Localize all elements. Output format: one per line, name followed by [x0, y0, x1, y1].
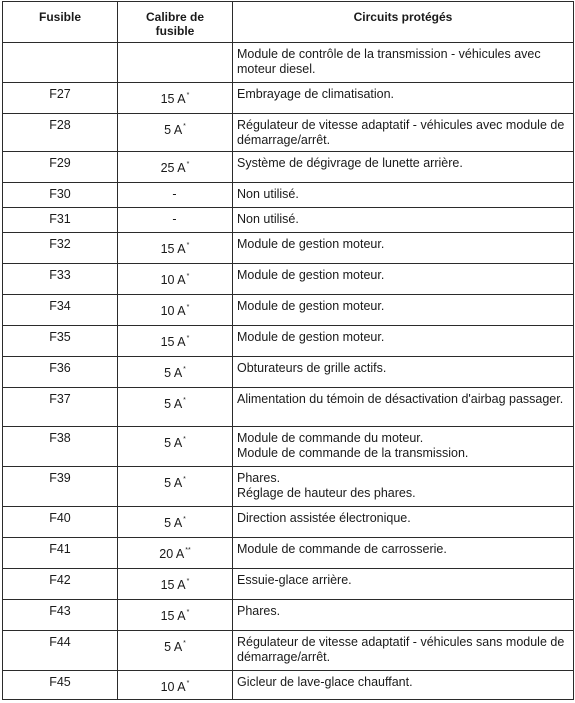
rating-value: 15 A: [160, 242, 186, 256]
table-row: [3, 264, 574, 295]
rating-value: 20 A: [159, 547, 185, 561]
protected-circuits: [233, 357, 574, 388]
rating-footnote-mark: *: [186, 578, 190, 585]
rating-footnote-mark: *: [183, 640, 186, 647]
protected-circuits: [233, 507, 574, 538]
rating-value: 25 A: [160, 161, 186, 175]
fuse-rating: [118, 631, 233, 671]
circuit-line: Phares.: [237, 604, 281, 618]
table-row: [3, 600, 574, 631]
rating-value: 10 A: [160, 273, 186, 287]
fuse-id: F27: [3, 83, 118, 114]
protected-circuits: [233, 183, 574, 208]
table-row: [3, 388, 574, 427]
circuit-line: Essuie-glace arrière.: [237, 573, 352, 587]
fuse-id: F34: [3, 295, 118, 326]
fuse-rating: [118, 569, 233, 600]
table-row: [3, 114, 574, 152]
fuse-table-body: [3, 43, 574, 700]
fuse-rating: [118, 388, 233, 427]
protected-circuits: [233, 83, 574, 114]
protected-circuits: [233, 427, 574, 467]
circuit-line: Module de contrôle de la transmission - véhicules avec moteur diesel.: [237, 47, 541, 76]
fuse-id: F43: [3, 600, 118, 631]
table-row: [3, 83, 574, 114]
header-row: [3, 2, 574, 43]
protected-circuits: [233, 264, 574, 295]
circuit-line: Module de gestion moteur.: [237, 268, 385, 282]
fuse-id: F40: [3, 507, 118, 538]
rating-footnote-mark: *: [186, 161, 190, 168]
fuse-rating: [118, 538, 233, 569]
rating-footnote-mark: *: [183, 476, 186, 483]
fuse-rating: [118, 264, 233, 295]
protected-circuits: [233, 233, 574, 264]
header-fuse: Fusible: [3, 2, 118, 43]
rating-footnote-mark: *: [186, 680, 190, 687]
fuse-rating: [118, 152, 233, 183]
circuit-line: Non utilisé.: [237, 187, 299, 201]
fuse-rating: [118, 427, 233, 467]
rating-value: 5 A: [164, 640, 183, 654]
table-row: [3, 43, 574, 83]
rating-footnote-mark: *: [183, 123, 186, 130]
rating-footnote-mark: *: [183, 516, 186, 523]
fuse-table-container: [2, 1, 574, 700]
rating-value: 15 A: [160, 335, 186, 349]
rating-footnote-mark: *: [183, 436, 186, 443]
fuse-id: F36: [3, 357, 118, 388]
rating-value: 15 A: [160, 609, 186, 623]
fuse-rating: [118, 233, 233, 264]
fuse-id: F45: [3, 671, 118, 700]
protected-circuits: [233, 208, 574, 233]
table-row: [3, 569, 574, 600]
fuse-table: [2, 1, 574, 700]
rating-value: -: [172, 212, 177, 226]
fuse-rating: [118, 208, 233, 233]
fuse-id: F42: [3, 569, 118, 600]
rating-footnote-mark: *: [183, 397, 186, 404]
circuit-line: Module de gestion moteur.: [237, 299, 385, 313]
fuse-id: F38: [3, 427, 118, 467]
protected-circuits: [233, 467, 574, 507]
fuse-rating: [118, 600, 233, 631]
circuit-line: Régulateur de vitesse adaptatif - véhicules avec module de démarrage/arrêt.: [237, 118, 565, 147]
protected-circuits: [233, 538, 574, 569]
fuse-rating: [118, 357, 233, 388]
circuit-line: Système de dégivrage de lunette arrière.: [237, 156, 463, 170]
rating-value: 5 A: [164, 516, 183, 530]
circuit-line: Gicleur de lave-glace chauffant.: [237, 675, 413, 689]
rating-value: 10 A: [160, 304, 186, 318]
rating-footnote-mark: *: [186, 92, 190, 99]
fuse-id: F33: [3, 264, 118, 295]
protected-circuits: [233, 600, 574, 631]
table-row: [3, 326, 574, 357]
header-circuits: Circuits protégés: [233, 2, 574, 43]
fuse-id: F39: [3, 467, 118, 507]
fuse-id: F31: [3, 208, 118, 233]
rating-value: 15 A: [160, 92, 186, 106]
fuse-id: F28: [3, 114, 118, 152]
fuse-id: [3, 43, 118, 83]
fuse-rating: [118, 183, 233, 208]
fuse-id: F32: [3, 233, 118, 264]
rating-value: 15 A: [160, 578, 186, 592]
circuit-line: Module de commande du moteur.: [237, 431, 424, 445]
circuit-line: Régulateur de vitesse adaptatif - véhicules sans module de démarrage/arrêt.: [237, 635, 565, 664]
header-rating-label: Calibre de fusible: [145, 10, 205, 38]
circuit-line: Module de gestion moteur.: [237, 237, 385, 251]
circuit-line: Obturateurs de grille actifs.: [237, 361, 387, 375]
fuse-rating: [118, 507, 233, 538]
fuse-rating: [118, 43, 233, 83]
protected-circuits: [233, 326, 574, 357]
protected-circuits: [233, 114, 574, 152]
fuse-rating: [118, 671, 233, 700]
header-rating: [118, 2, 233, 43]
rating-footnote-mark: *: [186, 335, 190, 342]
table-row: [3, 357, 574, 388]
rating-value: 10 A: [160, 680, 186, 694]
rating-footnote-mark: **: [185, 547, 191, 554]
protected-circuits: [233, 631, 574, 671]
fuse-id: F30: [3, 183, 118, 208]
table-row: [3, 233, 574, 264]
circuit-line: Non utilisé.: [237, 212, 299, 226]
rating-value: 5 A: [164, 123, 183, 137]
fuse-id: F44: [3, 631, 118, 671]
circuit-line: Réglage de hauteur des phares.: [237, 486, 416, 500]
protected-circuits: [233, 43, 574, 83]
rating-footnote-mark: *: [186, 304, 190, 311]
fuse-rating: [118, 295, 233, 326]
rating-value: 5 A: [164, 476, 183, 490]
table-row: [3, 507, 574, 538]
table-row: [3, 631, 574, 671]
fuse-id: F41: [3, 538, 118, 569]
table-row: [3, 208, 574, 233]
table-row: [3, 152, 574, 183]
circuit-line: Embrayage de climatisation.: [237, 87, 395, 101]
rating-value: 5 A: [164, 436, 183, 450]
protected-circuits: [233, 388, 574, 427]
rating-value: 5 A: [164, 366, 183, 380]
fuse-rating: [118, 114, 233, 152]
protected-circuits: [233, 671, 574, 700]
protected-circuits: [233, 569, 574, 600]
rating-footnote-mark: *: [186, 273, 190, 280]
table-row: [3, 427, 574, 467]
protected-circuits: [233, 295, 574, 326]
fuse-id: F35: [3, 326, 118, 357]
table-row: [3, 183, 574, 208]
fuse-rating: [118, 326, 233, 357]
table-row: [3, 671, 574, 700]
circuit-line: Direction assistée électronique.: [237, 511, 411, 525]
circuit-line: Module de gestion moteur.: [237, 330, 385, 344]
rating-value: 5 A: [164, 397, 183, 411]
circuit-line: Module de commande de carrosserie.: [237, 542, 447, 556]
fuse-rating: [118, 83, 233, 114]
table-row: [3, 538, 574, 569]
table-row: [3, 295, 574, 326]
fuse-id: F29: [3, 152, 118, 183]
circuit-line: Phares.: [237, 471, 281, 485]
rating-value: -: [172, 187, 177, 201]
fuse-rating: [118, 467, 233, 507]
rating-footnote-mark: *: [186, 609, 190, 616]
circuit-line: Module de commande de la transmission.: [237, 446, 469, 460]
circuit-line: Alimentation du témoin de désactivation d'airbag passager.: [237, 392, 564, 406]
rating-footnote-mark: *: [183, 366, 186, 373]
table-row: [3, 467, 574, 507]
fuse-id: F37: [3, 388, 118, 427]
rating-footnote-mark: *: [186, 242, 190, 249]
protected-circuits: [233, 152, 574, 183]
